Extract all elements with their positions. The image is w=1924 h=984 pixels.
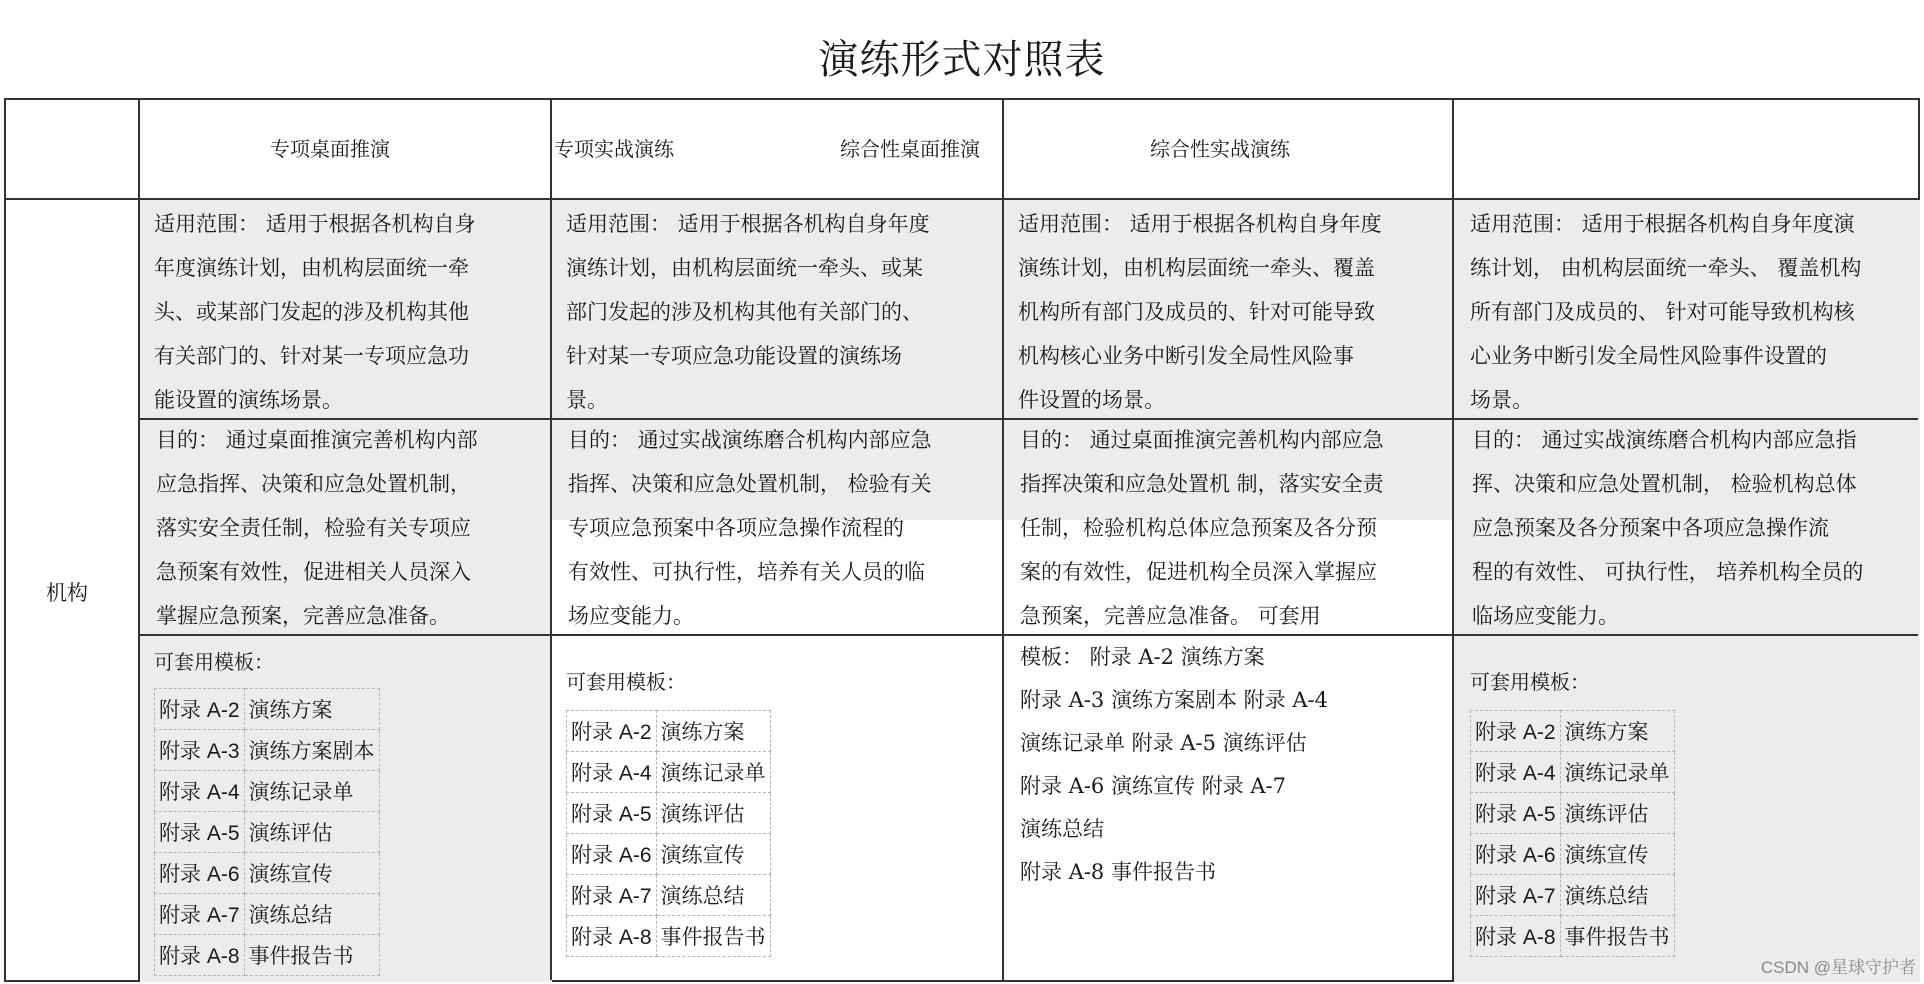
header-row-divider	[6, 198, 1918, 200]
template-name: 演练总结	[1560, 875, 1674, 916]
template-row	[1471, 752, 1675, 793]
template-name: 演练方案	[1560, 711, 1674, 752]
template-code: 附录 A-4	[567, 752, 657, 793]
template-row	[155, 853, 380, 894]
template-list-col4	[1470, 710, 1675, 957]
template-name: 演练总结	[244, 894, 379, 935]
template-code: 附录 A-3	[155, 730, 245, 771]
template-code: 附录 A-2	[1471, 711, 1561, 752]
template-code: 附录 A-8	[155, 935, 245, 976]
template-row	[567, 711, 771, 752]
col-divider-4	[1452, 100, 1454, 980]
template-row	[567, 752, 771, 793]
scope-cell-col1: 适用范围： 适用于根据各机构自身 年度演练计划，由机构层面统一牵 头、或某部门发起的涉及机构其他 有关部门的、针对某一专项应急功 能设置的演练场景。	[154, 212, 476, 412]
template-code: 附录 A-2	[567, 711, 657, 752]
template-row	[567, 916, 771, 957]
template-name: 演练宣传	[1560, 834, 1674, 875]
template-name: 事件报告书	[1560, 916, 1674, 957]
row-label-institution: 机构	[46, 581, 88, 605]
template-row	[155, 894, 380, 935]
template-code: 附录 A-6	[155, 853, 245, 894]
template-row	[155, 730, 380, 771]
comparison-table	[4, 98, 1920, 982]
template-name: 演练记录单	[244, 771, 379, 812]
header-special-live: 专项实战演练	[554, 137, 674, 161]
scope-cell-col3: 适用范围： 适用于根据各机构自身年度 演练计划，由机构层面统一牵头、覆盖 机构所有部门及成员的、针对可能导致 机构核心业务中断引发全局性风险事 件设置的场景。	[1018, 212, 1382, 412]
template-list-col2	[566, 710, 771, 957]
header-special-tabletop: 专项桌面推演	[270, 137, 390, 161]
template-name: 演练评估	[244, 812, 379, 853]
template-code: 附录 A-7	[567, 875, 657, 916]
template-name: 演练方案	[244, 689, 379, 730]
template-name: 事件报告书	[244, 935, 379, 976]
header-comprehensive-live: 综合性实战演练	[1150, 137, 1290, 161]
template-row	[1471, 711, 1675, 752]
template-code: 附录 A-7	[1471, 875, 1561, 916]
template-code: 附录 A-8	[1471, 916, 1561, 957]
col-divider-3	[1002, 100, 1004, 980]
template-row	[567, 793, 771, 834]
purpose-cell-col4: 目的： 通过实战演练磨合机构内部应急指 挥、决策和应急处置机制， 检验机构总体 应急预案及各分预案中各项应急操作流 程的有效性、 可执行性， 培养机构全员的 临场应变能力。	[1472, 428, 1864, 628]
template-name: 演练记录单	[1560, 752, 1674, 793]
template-row	[1471, 793, 1675, 834]
template-code: 附录 A-6	[1471, 834, 1561, 875]
template-code: 附录 A-4	[1471, 752, 1561, 793]
template-name: 演练总结	[656, 875, 770, 916]
scope-cell-col2: 适用范围： 适用于根据各机构自身年度 演练计划，由机构层面统一牵头、或某 部门发起的涉及机构其他有关部门的、 针对某一专项应急功能设置的演练场 景。	[566, 212, 930, 412]
template-code: 附录 A-5	[155, 812, 245, 853]
template-text-col3: 模板： 附录 A-2 演练方案 附录 A-3 演练方案剧本 附录 A-4 演练记录单 附录 A-5 演练评估 附录 A-6 演练宣传 附录 A-7 演练总结 附录 A-8 事件报告书	[1020, 645, 1328, 884]
template-name: 演练方案	[656, 711, 770, 752]
page-title: 演练形式对照表	[818, 37, 1106, 83]
template-name: 演练方案剧本	[244, 730, 379, 771]
template-code: 附录 A-7	[155, 894, 245, 935]
template-code: 附录 A-8	[567, 916, 657, 957]
template-row	[155, 935, 380, 976]
header-comprehensive-tabletop: 综合性桌面推演	[840, 137, 980, 161]
template-label-col2: 可套用模板：	[566, 670, 686, 694]
template-name: 演练评估	[1560, 793, 1674, 834]
template-row	[567, 834, 771, 875]
template-code: 附录 A-6	[567, 834, 657, 875]
template-label-col4: 可套用模板：	[1470, 670, 1590, 694]
purpose-cell-col1: 目的： 通过桌面推演完善机构内部 应急指挥、决策和应急处置机制， 落实安全责任制，检验有关专项应 急预案有效性，促进相关人员深入 掌握应急预案，完善应急准备。	[156, 428, 478, 628]
template-name: 事件报告书	[656, 916, 770, 957]
col-divider-1	[138, 100, 140, 980]
template-code: 附录 A-2	[155, 689, 245, 730]
scope-cell-col4: 适用范围： 适用于根据各机构自身年度演 练计划， 由机构层面统一牵头、 覆盖机构 所有部门及成员的、 针对可能导致机构核 心业务中断引发全局性风险事件设置的 场景。	[1470, 212, 1862, 412]
template-code: 附录 A-5	[1471, 793, 1561, 834]
template-name: 演练评估	[656, 793, 770, 834]
template-code: 附录 A-5	[567, 793, 657, 834]
purpose-cell-col3: 目的： 通过桌面推演完善机构内部应急 指挥决策和应急处置机 制，落实安全责 任制，检验机构总体应急预案及各分预 案的有效性，促进机构全员深入掌握应 急预案，完善应急准备。 可套用	[1020, 428, 1384, 628]
template-row	[155, 689, 380, 730]
template-row	[1471, 875, 1675, 916]
col-divider-2	[550, 100, 552, 980]
template-row	[155, 771, 380, 812]
template-row	[1471, 916, 1675, 957]
template-row	[567, 875, 771, 916]
template-row	[1471, 834, 1675, 875]
template-name: 演练宣传	[244, 853, 379, 894]
template-list-col1	[154, 688, 380, 976]
template-row	[155, 812, 380, 853]
template-name: 演练记录单	[656, 752, 770, 793]
template-label-col1: 可套用模板：	[154, 650, 274, 674]
purpose-cell-col2: 目的： 通过实战演练磨合机构内部应急 指挥、决策和应急处置机制， 检验有关 专项应急预案中各项应急操作流程的 有效性、可执行性，培养有关人员的临 场应变能力。	[568, 428, 932, 628]
template-name: 演练宣传	[656, 834, 770, 875]
watermark: CSDN @星球守护者	[1760, 958, 1916, 977]
template-code: 附录 A-4	[155, 771, 245, 812]
